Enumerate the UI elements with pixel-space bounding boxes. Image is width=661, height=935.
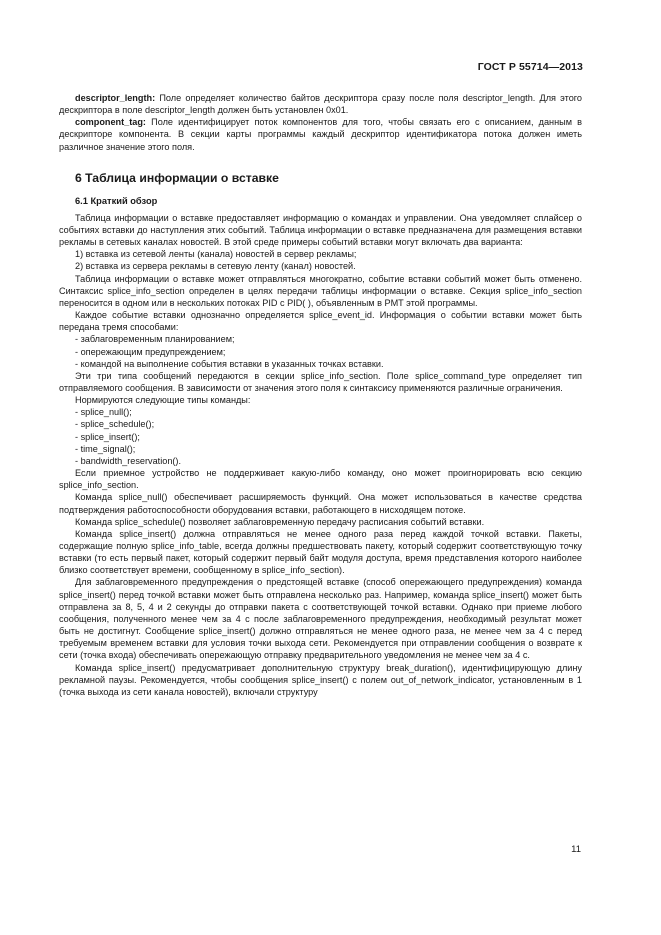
body-paragraph: Команда splice_schedule() позволяет заблаговременную передачу расписания событий вставки. bbox=[75, 516, 485, 527]
page-number: 11 bbox=[571, 844, 581, 855]
list-item: - заблаговременным планированием; bbox=[75, 334, 235, 345]
body-paragraph: Эти три типа сообщений передаются в секции splice_info_section. Поле splice_command_type определяет тип отправляемого сообщения. В зависимости от значения этого поля к синтаксису применяются различные ограничения. bbox=[59, 370, 582, 393]
list-item: 2) вставка из сервера рекламы в сетевую ленту (канал) новостей. bbox=[75, 261, 356, 272]
list-item: - splice_schedule(); bbox=[75, 419, 155, 430]
body-paragraph: Команда splice_insert() предусматривает дополнительную структуру break_duration(), идентифицирующую длину рекламной паузы. Рекомендуется, чтобы сообщения splice_insert() с полем out_of_network_indicator, установленным в 1 (точка выхода из сети канала новостей), включали структуру bbox=[59, 662, 582, 697]
list-item: - time_signal(); bbox=[75, 443, 136, 454]
body-paragraph: Таблица информации о вставке предоставляет информацию о командах и управлении. Она уведомляет сплайсер о событиях вставки до наступления этих событий. Таблица информации о вставке предназначена для размещения вставки рекламы в сетевых каналах новостей. В этой среде примеры событий вставки могут включать два варианта: bbox=[59, 212, 582, 248]
list-item: - bandwidth_reservation(). bbox=[75, 455, 182, 466]
section-title: 6 Таблица информации о вставке bbox=[75, 170, 279, 185]
text-component-tag: Поле идентифицирует поток компонентов для того, чтобы связать его с описанием, данным в дескрипторе компонента. В секции карты программы каждый дескриптор идентификатора потока должен иметь различное значение этого поля. bbox=[59, 117, 582, 152]
body-paragraph: Если приемное устройство не поддерживает какую-либо команду, оно может проигнорировать всю секцию splice_info_section. bbox=[59, 468, 582, 491]
body-paragraph: Таблица информации о вставке может отправляться многократно, событие вставки событий может быть отменено. Синтаксис splice_info_section определен в целях передачи таблицы информации о вставке. Секция splice_info_section переносится в одном или в нескольких потоках PID с PID( ), объявленным в PMT этой программы. bbox=[59, 273, 582, 308]
page-content bbox=[59, 92, 582, 698]
list-item: - опережающим предупреждением; bbox=[75, 346, 226, 357]
body-paragraph: Каждое событие вставки однозначно определяется splice_event_id. Информация о событии вставки может быть передана тремя способами: bbox=[59, 310, 582, 333]
list-item: 1) вставка из сетевой ленты (канала) новостей в сервер рекламы; bbox=[75, 249, 357, 260]
body-paragraph: Команда splice_insert() должна отправляться не менее одного раза перед каждой точкой вставки. Пакеты, содержащие полную splice_info_table, всегда должны предшествовать пакету, который содержит соответствующую точку вставки (то есть первый пакет, который содержит первый байт модуля доступа, время представления которого наиболее близко соответствует времени, сообщенному в splice_info_section). bbox=[59, 528, 582, 576]
body-paragraph: Команда splice_null() обеспечивает расширяемость функций. Она может использоваться в качестве средства подтверждения работоспособности оборудования вставки, работающего в нисходящем потоке. bbox=[59, 492, 582, 515]
term-component-tag: component_tag: bbox=[75, 117, 146, 128]
document-id: ГОСТ Р 55714—2013 bbox=[477, 61, 583, 73]
paragraph-component-tag bbox=[59, 116, 582, 152]
list-item: - splice_null(); bbox=[75, 407, 132, 418]
list-item: - splice_insert(); bbox=[75, 431, 140, 442]
body-paragraph: Для заблаговременного предупреждения о предстоящей вставке (способ опережающего предупреждения) команда splice_insert() перед точкой вставки может быть отправлена несколько раз. Например, команда splice_insert() может быть отправлена за 8, 5, 4 и 2 секунды до отправки пакета с соответствующей точкой вставки. Однако при приеме любого сообщения, полученного менее чем за 4 с после заблаговременного предупреждения, необходимый результат может быть не достигнут. Сообщение splice_insert() должно отправляться не менее одного раза, не менее чем за 4 с перед требуемым временем вставки для условия точки выхода сети. Рекомендуется при отправлении сообщения о возврате к сети (точка входа) обеспечивать опережающую отправку предварительного уведомления не менее чем за 4 с. bbox=[59, 577, 582, 661]
term-descriptor-length: descriptor_length: bbox=[75, 93, 156, 103]
subsection-title: 6.1 Краткий обзор bbox=[75, 195, 158, 206]
paragraph-descriptor-length bbox=[59, 92, 582, 116]
list-item: - командой на выполнение события вставки в указанных точках вставки. bbox=[75, 358, 384, 369]
body-paragraph: Нормируются следующие типы команды: bbox=[75, 395, 251, 406]
text-descriptor-length: Поле определяет количество байтов дескриптора сразу после поля descriptor_length. Для этого дескриптора в поле descriptor_length должен быть установлен 0x01. bbox=[59, 93, 582, 116]
